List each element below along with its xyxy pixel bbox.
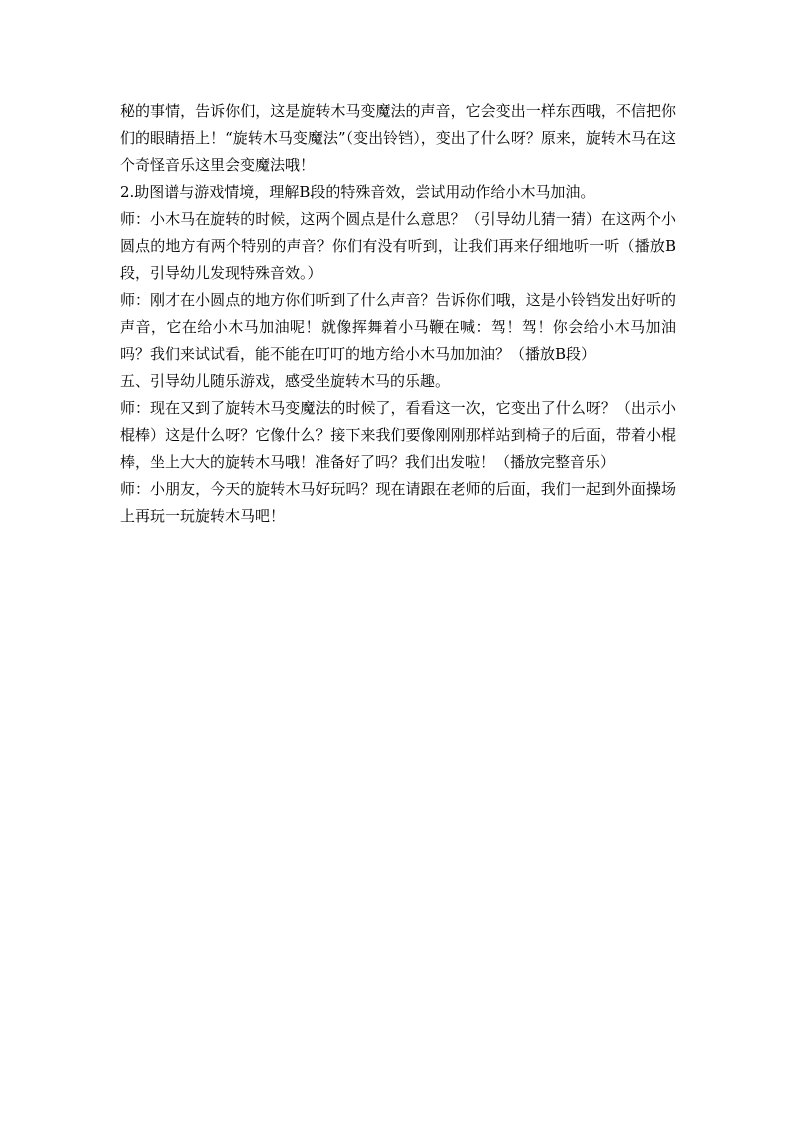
paragraph-teacher-dots-question: 师：小木马在旋转的时候，这两个圆点是什么意思？（引导幼儿猜一猜）在这两个小圆点的地方有两个特别的声音？你们有没有听到，让我们再来仔细地听一听（播放B段，引导幼儿发现特殊音效。） [120, 210, 676, 282]
paragraph-intro-continued: 秘的事情，告诉你们，这是旋转木马变魔法的声音，它会变出一样东西哦，不信把你们的眼睛捂上！“旋转木马变魔法”（变出铃铛），变出了什么呀？原来，旋转木马在这个奇怪音乐这里会变魔法哦！ [120, 102, 676, 174]
paragraph-section-5-heading: 五、引导幼儿随乐游戏，感受坐旋转木马的乐趣。 [120, 372, 451, 390]
paragraph-teacher-stick-game: 师：现在又到了旋转木马变魔法的时候了，看看这一次，它变出了什么呀？（出示小棍棒）这是什么呀？它像什么？接下来我们要像刚刚那样站到椅子的后面，带着小棍棒，坐上大大的旋转木马哦！准备好了吗？我们出发啦！（播放完整音乐） [120, 399, 676, 471]
document-body [120, 98, 676, 530]
paragraph-teacher-closing: 师：小朋友，今天的旋转木马好玩吗？现在请跟在老师的后面，我们一起到外面操场上再玩一玩旋转木马吧！ [120, 480, 676, 525]
paragraph-step-2-heading: 2.助图谱与游戏情境，理解B段的特殊音效，尝试用动作给小木马加油。 [120, 183, 596, 201]
paragraph-teacher-bell-sound: 师：刚才在小圆点的地方你们听到了什么声音？告诉你们哦，这是小铃铛发出好听的声音，它在给小木马加油呢！就像挥舞着小马鞭在喊：驾！驾！你会给小木马加油吗？我们来试试看，能不能在叮叮的地方给小木马加加油？（播放B段） [120, 291, 676, 363]
